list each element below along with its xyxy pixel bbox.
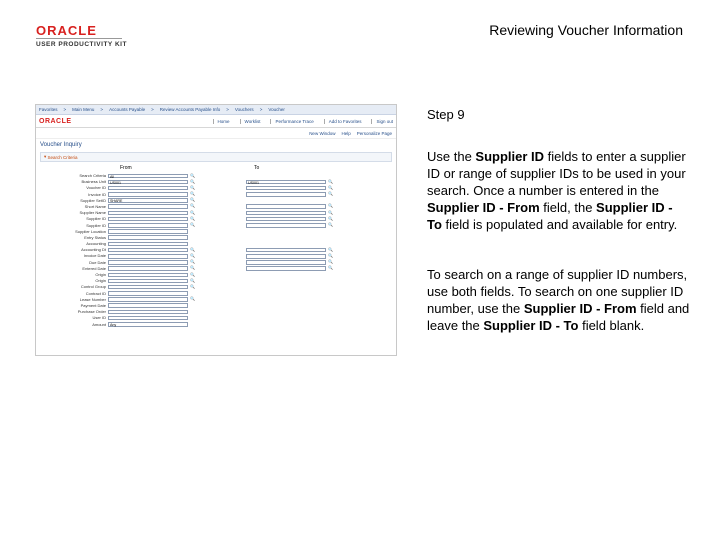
to-field[interactable] — [246, 260, 326, 265]
from-field[interactable] — [108, 229, 188, 234]
field-label: Origin — [95, 278, 106, 284]
field-label: Invoice Date — [83, 253, 106, 259]
field-label: Purchase Order — [77, 309, 106, 315]
field-label: Accounting — [86, 241, 106, 247]
p2-text-1: To search on a range of supplier ID numbers, use both fields. To search on one supplier ID number, use the — [427, 267, 688, 316]
p2-text-2: field and leave the — [427, 301, 690, 333]
from-field[interactable] — [108, 254, 188, 259]
lookup-icon[interactable]: 🔍 — [190, 296, 195, 302]
lookup-icon[interactable]: 🔍 — [190, 209, 195, 215]
p1-text-2: fields to enter a supplier ID or range of supplier IDs to be used in your search. Once a number is entered in the — [427, 149, 686, 198]
search-criteria-bar[interactable] — [40, 152, 392, 162]
from-field[interactable] — [108, 316, 188, 321]
to-field[interactable] — [246, 186, 326, 191]
breadcrumb-separator: > — [151, 107, 154, 112]
lookup-icon[interactable]: 🔍 — [328, 252, 333, 258]
to-field[interactable] — [246, 211, 326, 216]
field-label: User ID — [92, 315, 106, 321]
field-label: Entered Date — [82, 265, 106, 271]
p2-text-3: field blank. — [578, 318, 645, 333]
breadcrumb-item[interactable]: Main Menu — [72, 107, 95, 112]
step-label: Step 9 — [427, 107, 465, 122]
field-label: Entry Status — [84, 234, 106, 240]
top-link[interactable]: Home — [213, 119, 230, 124]
lookup-icon[interactable]: 🔍 — [328, 184, 333, 190]
top-links — [213, 119, 393, 124]
p1-text-1: Use the — [427, 149, 476, 164]
from-field[interactable]: Any — [108, 322, 188, 327]
lookup-icon[interactable]: 🔍 — [190, 215, 195, 221]
lookup-icon[interactable]: 🔍 — [190, 178, 195, 184]
from-field[interactable] — [108, 204, 188, 209]
breadcrumb-item[interactable]: Favorites — [39, 107, 58, 112]
lookup-icon[interactable]: 🔍 — [328, 209, 333, 215]
breadcrumb-separator: > — [100, 107, 104, 112]
p1-bold-3: Supplier ID - To — [427, 200, 673, 232]
top-link[interactable]: Performance Trace — [270, 119, 313, 124]
lookup-icon[interactable]: 🔍 — [328, 259, 333, 265]
field-label: Lease Number — [79, 296, 106, 302]
logo-divider — [36, 38, 122, 39]
from-field[interactable] — [108, 211, 188, 216]
from-field[interactable] — [108, 192, 188, 197]
lookup-icon[interactable]: 🔍 — [328, 265, 333, 271]
top-link[interactable]: Add to Favorites — [324, 119, 362, 124]
breadcrumb-separator: > — [226, 107, 229, 112]
sub-links — [36, 128, 396, 139]
lookup-icon[interactable]: 🔍 — [190, 172, 195, 178]
app-header — [36, 115, 396, 128]
sub-link[interactable]: Personalize Page — [356, 130, 392, 136]
field-label: Invoice ID — [88, 191, 106, 197]
from-field[interactable]: All — [108, 174, 188, 179]
breadcrumb-item[interactable]: Voucher — [268, 107, 285, 112]
from-field[interactable] — [108, 186, 188, 191]
from-field[interactable] — [108, 217, 188, 222]
field-label: Business Unit — [81, 179, 106, 185]
field-label: Short Name — [84, 203, 106, 209]
lookup-icon[interactable]: 🔍 — [190, 203, 195, 209]
field-label: Control Group — [80, 284, 106, 290]
field-label: Origin — [95, 272, 106, 277]
instruction-paragraph-1 — [427, 148, 691, 233]
lookup-icon[interactable]: 🔍 — [328, 222, 333, 227]
search-row — [36, 322, 396, 328]
to-field[interactable]: US001 — [246, 180, 326, 185]
field-label: Payment Date — [80, 302, 106, 308]
sub-link[interactable]: Help — [341, 130, 351, 136]
lookup-icon[interactable]: 🔍 — [190, 283, 195, 289]
from-field[interactable] — [108, 291, 188, 296]
field-label: Search Criteria — [79, 173, 106, 178]
field-label: Amount — [92, 321, 106, 327]
column-headers — [36, 164, 396, 173]
from-field[interactable] — [108, 303, 188, 308]
search-fields — [36, 173, 396, 328]
lookup-icon[interactable]: 🔍 — [190, 259, 195, 265]
p1-bold-2: Supplier ID - From — [427, 200, 540, 215]
from-column-header: From — [120, 165, 132, 171]
p2-bold-1: Supplier ID - From — [523, 301, 637, 316]
sub-link[interactable]: New Window — [309, 130, 336, 136]
to-field[interactable] — [246, 248, 326, 253]
p2-bold-2: Supplier ID - To — [483, 318, 579, 333]
breadcrumb-item[interactable]: Accounts Payable — [109, 107, 146, 112]
logo-subtitle: USER PRODUCTIVITY KIT — [36, 41, 127, 48]
to-field[interactable] — [246, 217, 326, 222]
lookup-icon[interactable]: 🔍 — [190, 222, 195, 227]
lookup-icon[interactable]: 🔍 — [190, 184, 195, 190]
from-field[interactable] — [108, 273, 188, 278]
field-label: Supplier Location — [75, 228, 106, 234]
lookup-icon[interactable]: 🔍 — [190, 197, 195, 203]
from-field[interactable] — [108, 223, 188, 228]
voucher-inquiry-heading: Voucher Inquiry — [40, 142, 82, 148]
breadcrumb-separator: > — [259, 107, 263, 112]
voucher-inquiry-screenshot — [35, 104, 397, 356]
to-field[interactable] — [246, 204, 326, 209]
breadcrumb-separator: > — [63, 107, 67, 112]
app-logo: ORACLE — [39, 117, 72, 125]
to-field[interactable] — [246, 192, 326, 197]
top-link[interactable]: Worklist — [240, 119, 261, 124]
lookup-icon[interactable]: 🔍 — [328, 191, 333, 197]
field-label: Voucher ID — [86, 185, 106, 191]
from-field[interactable]: US001 — [108, 180, 188, 185]
field-label: Contract ID — [85, 290, 106, 296]
field-label: Supplier SetID — [80, 197, 106, 203]
from-field[interactable]: SHARE — [108, 198, 188, 203]
top-link[interactable]: Sign out — [371, 119, 393, 124]
oracle-upk-logo — [36, 23, 127, 48]
lookup-icon[interactable]: 🔍 — [190, 191, 195, 197]
lookup-icon[interactable]: 🔍 — [328, 215, 333, 221]
field-label: Supplier Name — [79, 210, 106, 216]
breadcrumb-item[interactable]: Review Accounts Payable Info — [159, 107, 221, 112]
logo-brand: ORACLE — [36, 23, 97, 38]
lookup-icon[interactable]: 🔍 — [190, 252, 195, 258]
lookup-icon[interactable]: 🔍 — [328, 178, 333, 184]
page-title: Reviewing Voucher Information — [489, 22, 683, 38]
from-field[interactable] — [108, 248, 188, 253]
to-field[interactable] — [246, 266, 326, 271]
p1-bold-1: Supplier ID — [475, 149, 545, 164]
field-label: Due Date — [89, 259, 106, 265]
from-field[interactable] — [108, 279, 188, 284]
lookup-icon[interactable]: 🔍 — [190, 271, 195, 277]
lookup-icon[interactable]: 🔍 — [190, 246, 195, 252]
p1-text-3: field, the — [539, 200, 597, 215]
lookup-icon[interactable]: 🔍 — [328, 203, 333, 209]
collapse-icon[interactable]: ▾ — [44, 154, 48, 159]
from-field[interactable] — [108, 297, 188, 302]
from-field[interactable] — [108, 235, 188, 240]
lookup-icon[interactable]: 🔍 — [190, 277, 195, 283]
lookup-icon[interactable]: 🔍 — [328, 246, 333, 252]
breadcrumb — [36, 105, 396, 115]
breadcrumb-item[interactable]: Vouchers — [234, 107, 254, 112]
lookup-icon[interactable]: 🔍 — [190, 265, 195, 271]
field-label: Supplier ID — [86, 216, 106, 222]
from-field[interactable] — [108, 266, 188, 271]
field-label: Supplier ID — [86, 222, 106, 228]
to-field[interactable] — [246, 223, 326, 228]
p1-text-4: field is populated and available for entry. — [441, 217, 678, 232]
search-criteria-label: Search Criteria — [47, 154, 78, 160]
from-field[interactable] — [108, 260, 188, 265]
from-field[interactable] — [108, 285, 188, 290]
from-field[interactable] — [108, 242, 188, 247]
field-label: Accounting Dt — [81, 247, 106, 253]
from-field[interactable] — [108, 310, 188, 315]
to-column-header: To — [254, 165, 260, 171]
instruction-paragraph-2 — [427, 266, 691, 334]
to-field[interactable] — [246, 254, 326, 259]
